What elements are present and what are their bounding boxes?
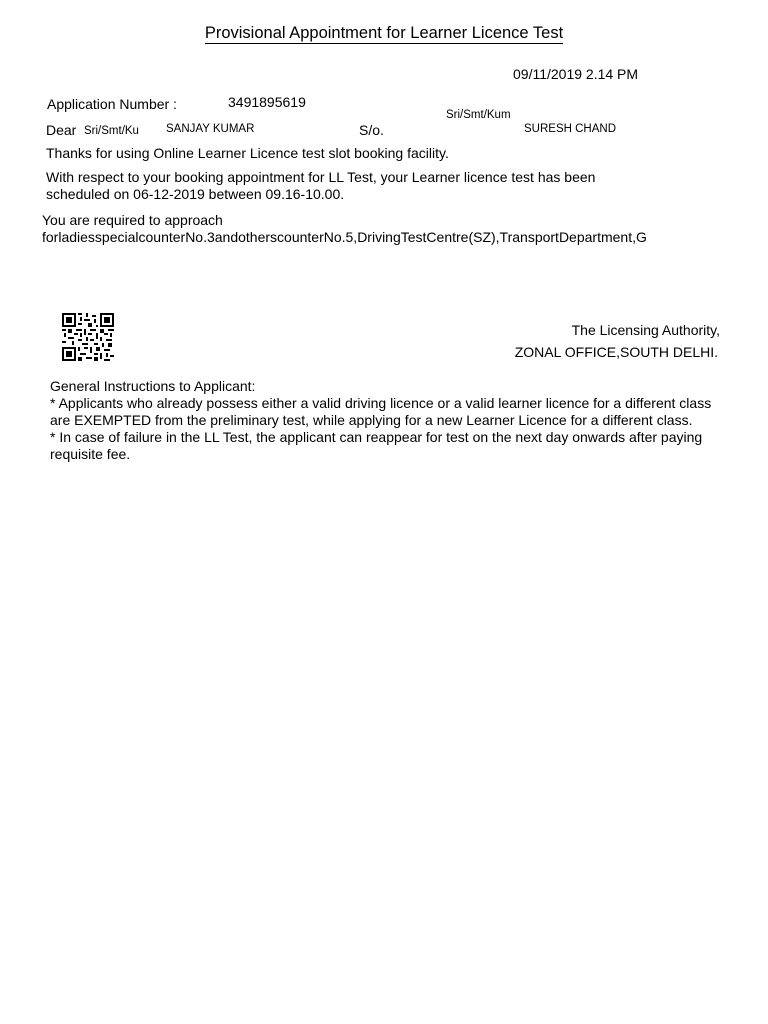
instructions-heading: General Instructions to Applicant:	[50, 378, 256, 394]
thanks-line: Thanks for using Online Learner Licence test slot booking facility.	[46, 145, 449, 161]
application-number: 3491895619	[228, 94, 306, 110]
instruction-item: * In case of failure in the LL Test, the applicant can reappear for test on the next day onwards after paying requisite fee.	[50, 429, 703, 462]
qr-code-icon	[62, 313, 114, 361]
approach-line-2: forladiesspecialcounterNo.3andotherscounterNo.5,DrivingTestCentre(SZ),TransportDepartment,G	[42, 229, 647, 245]
applicant-salutation: Sri/Smt/Ku	[84, 125, 139, 137]
document-title	[0, 24, 768, 43]
instruction-item: * Applicants who already possess either a valid driving licence or a valid learner licence for a different class are EXEMPTED from the preliminary test, while applying for a new Learner Licence for a different class.	[50, 395, 712, 428]
application-number-label: Application Number :	[47, 96, 177, 112]
general-instructions	[50, 378, 730, 463]
authority-line-2: ZONAL OFFICE,SOUTH DELHI.	[514, 344, 718, 360]
parent-salutation: Sri/Smt/Kum	[446, 109, 511, 121]
authority-line-1: The Licensing Authority,	[571, 322, 720, 338]
schedule-line-2: scheduled on 06-12-2019 between 09.16-10.00.	[46, 186, 345, 202]
schedule-line-1: With respect to your booking appointment for LL Test, your Learner licence test has been	[46, 169, 596, 185]
dear-label: Dear	[46, 122, 77, 138]
parent-name: SURESH CHAND	[524, 123, 617, 135]
document-title-text: Provisional Appointment for Learner Licence Test	[204, 24, 564, 42]
applicant-name: SANJAY KUMAR	[166, 123, 255, 135]
datetime: 09/11/2019 2.14 PM	[513, 66, 639, 82]
approach-line-1: You are required to approach	[42, 212, 223, 228]
relation-label: S/o.	[359, 122, 384, 138]
